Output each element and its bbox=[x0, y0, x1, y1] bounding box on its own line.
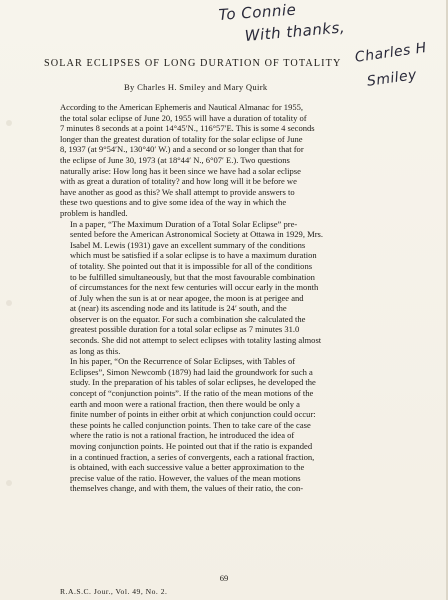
binding-hole bbox=[6, 120, 12, 126]
text-line: moving conjunction points. He pointed out that if the ratio is expanded bbox=[70, 441, 313, 451]
text-line: these points he called conjunction points. Then to take care of the case bbox=[70, 419, 311, 430]
handwritten-signature-line-1: Charles H bbox=[354, 39, 428, 66]
text-line: greatest possible duration for a total solar eclipse as 7 minutes 31.0 bbox=[70, 324, 300, 335]
text-line: with as great a duration of totality? and how long will it be before we bbox=[60, 176, 297, 187]
text-line: seconds. She did not attempt to select eclipses with totality lasting almost bbox=[70, 335, 322, 346]
text-line: of circumstances for the next few centuries will occur early in the month bbox=[70, 282, 319, 293]
text-line: earth and moon were a rational fraction, then there would be only a bbox=[70, 398, 300, 409]
text-line: 8, 1937 (at 9°54′N., 130°40′ W.) and a second or so longer than that for bbox=[60, 144, 304, 155]
handwritten-signature-line-2: Smiley bbox=[366, 67, 418, 90]
article-body bbox=[60, 102, 398, 494]
journal-citation: R.A.S.C. Jour., Vol. 49, No. 2. bbox=[60, 587, 168, 596]
handwritten-inscription-line-2: With thanks, bbox=[244, 18, 346, 45]
text-line: longer than the greatest duration of totality for the solar eclipse of June bbox=[60, 133, 303, 144]
text-line: the eclipse of June 30, 1973 (at 18°44′ N., 6°07′ E.). Two questions bbox=[60, 154, 290, 165]
text-line: 7 minutes 8 seconds at a point 14°45′N., 116°57′E. This is some 4 seconds bbox=[60, 123, 315, 134]
page-number: 69 bbox=[219, 573, 229, 583]
text-line: Isabel M. Lewis (1931) gave an excellent summary of the conditions bbox=[70, 239, 306, 250]
text-line: to be fulfilled simultaneously, but that the most favourable combination bbox=[70, 271, 315, 282]
text-line: these two questions and to give some idea of the way in which the bbox=[60, 197, 287, 208]
text-line: at (near) its ascending node and its latitude is 24′ south, and the bbox=[70, 303, 287, 314]
text-line: of July when the sun is at or near apogee, the moon is at perigee and bbox=[70, 292, 304, 303]
text-line: problem is handled. bbox=[60, 207, 128, 218]
text-line: which must be satisfied if a solar eclipse is to have a maximum duration bbox=[70, 250, 317, 261]
text-line: study. In the preparation of his tables of solar eclipses, he developed the bbox=[70, 377, 316, 388]
text-line: as long as this. bbox=[70, 345, 121, 356]
text-line: In his paper, “On the Recurrence of Solar Eclipses, with Tables of bbox=[70, 356, 296, 367]
paragraph-3 bbox=[60, 356, 398, 494]
text-line: finite number of points in either orbit at which conjunction could occur: bbox=[70, 409, 316, 420]
article-title: SOLAR ECLIPSES OF LONG DURATION OF TOTALITY bbox=[44, 58, 342, 69]
text-line: concept of “conjunction points”. If the ratio of the mean motions of the bbox=[70, 388, 314, 399]
article-byline: By Charles H. Smiley and Mary Quirk bbox=[124, 82, 268, 92]
paragraph-2 bbox=[60, 219, 398, 357]
text-line: Eclipses”, Simon Newcomb (1879) had laid the groundwork for such a bbox=[70, 366, 313, 377]
text-line: is obtained, with each successive value a better approximation to the bbox=[70, 462, 305, 473]
text-line: where the ratio is not a rational fraction, he introduced the idea of bbox=[70, 430, 295, 441]
text-line: sented before the American Astronomical Society at Ottawa in 1929, Mrs. bbox=[70, 229, 324, 240]
text-line: the total solar eclipse of June 20, 1955 will have a duration of totality of bbox=[60, 112, 307, 123]
text-line: precise value of the ratio. However, the values of the mean motions bbox=[70, 472, 301, 483]
text-line: In a paper, “The Maximum Duration of a Total Solar Eclipse” pre- bbox=[70, 218, 298, 229]
text-line: observer is on the equator. For such a combination she calculated the bbox=[70, 313, 306, 324]
text-line: of totality. She pointed out that it is impossible for all of the conditions bbox=[70, 260, 313, 271]
text-line: in a continued fraction, a series of convergents, each a rational fraction, bbox=[70, 451, 315, 462]
text-line: themselves change, and with them, the values of their ratio, the con- bbox=[70, 483, 304, 494]
binding-hole bbox=[6, 480, 12, 486]
text-line: naturally arise: How long has it been since we have had a solar eclipse bbox=[60, 165, 301, 176]
binding-hole bbox=[6, 300, 12, 306]
paragraph-1 bbox=[60, 102, 398, 219]
text-line: According to the American Ephemeris and Nautical Almanac for 1955, bbox=[60, 102, 304, 112]
handwritten-inscription-line-1: To Connie bbox=[218, 0, 297, 24]
text-line: have another as good as this? We shall attempt to provide answers to bbox=[60, 186, 295, 197]
